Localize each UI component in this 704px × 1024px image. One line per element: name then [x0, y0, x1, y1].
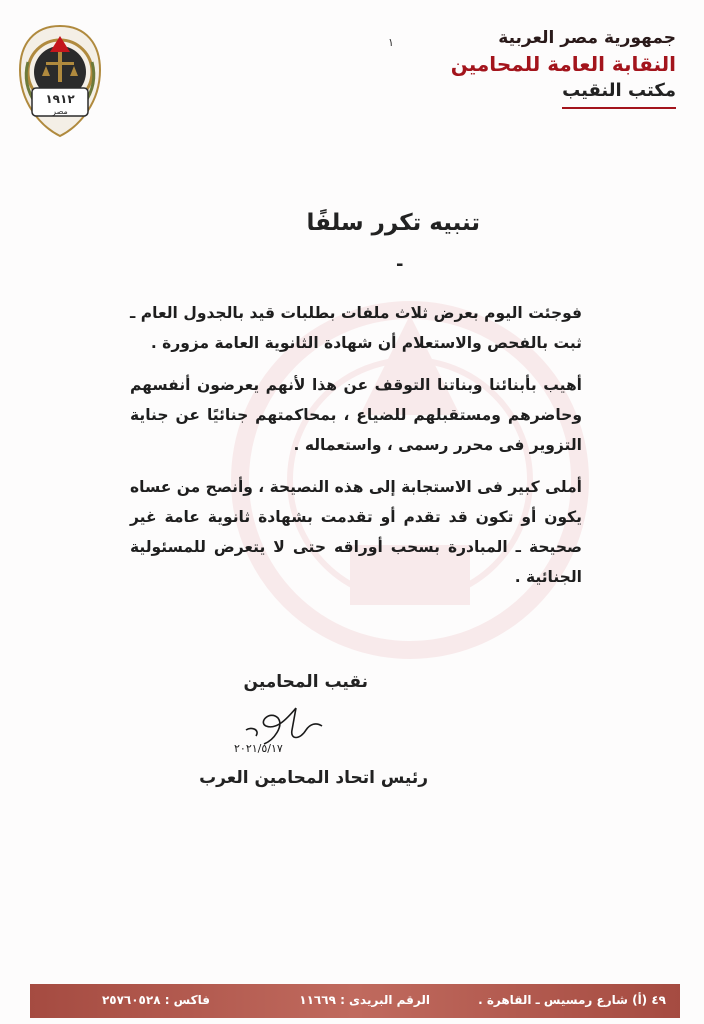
- paragraph-2: أهيب بأبنائنا وبناتنا التوقف عن هذا لأنهم يعرضون أنفسهم وحاضرهم ومستقبلهم للضياع ، بمحاكمتهم جنائيًا عن جناية التزوير فى محرر رسمى ، واستعماله .: [130, 376, 582, 454]
- header-organization: النقابة العامة للمحامين: [450, 52, 676, 76]
- letter-body: [130, 298, 582, 604]
- footer-bar: [30, 984, 680, 1018]
- signature-date: ٢٠٢١/٥/١٧: [234, 742, 283, 755]
- header-office: مكتب النقيب: [562, 78, 676, 109]
- logo-country: مصر: [52, 107, 68, 116]
- logo-year: ١٩١٢: [45, 92, 75, 106]
- page-number: ١: [388, 36, 394, 49]
- footer-postal-code: الرقم البريدى : ١١٦٦٩: [299, 993, 430, 1007]
- bar-association-logo: [16, 22, 104, 140]
- signer-title: نقيب المحامين: [243, 672, 368, 692]
- letterhead: [416, 26, 676, 109]
- letter-title: تنبيه تكرر سلفًا: [306, 210, 480, 236]
- footer-fax: فاكس : ٢٥٧٦٠٥٢٨: [101, 993, 210, 1007]
- paragraph-1: فوجئت اليوم بعرض ثلاث ملفات بطلبات قيد بالجدول العام ـ ثبت بالفحص والاستعلام أن شهادة الثانوية العامة مزورة .: [130, 304, 582, 352]
- handwritten-signature: [226, 700, 336, 760]
- signer-second-title: رئيس اتحاد المحامين العرب: [199, 768, 428, 788]
- header-country: جمهورية مصر العربية: [498, 28, 676, 48]
- footer-address: ٤٩ (أ) شارع رمسيس ـ القاهرة .: [478, 993, 666, 1007]
- paragraph-3: أملى كبير فى الاستجابة إلى هذه النصيحة ، وأنصح من عساه يكون أو تكون قد تقدم أو تقدمت بشهادة ثانوية عامة غير صحيحة ـ المبادرة بسحب أوراقه حتى لا يتعرض للمسئولية الجنائية .: [130, 478, 582, 586]
- title-dash: -: [396, 254, 404, 275]
